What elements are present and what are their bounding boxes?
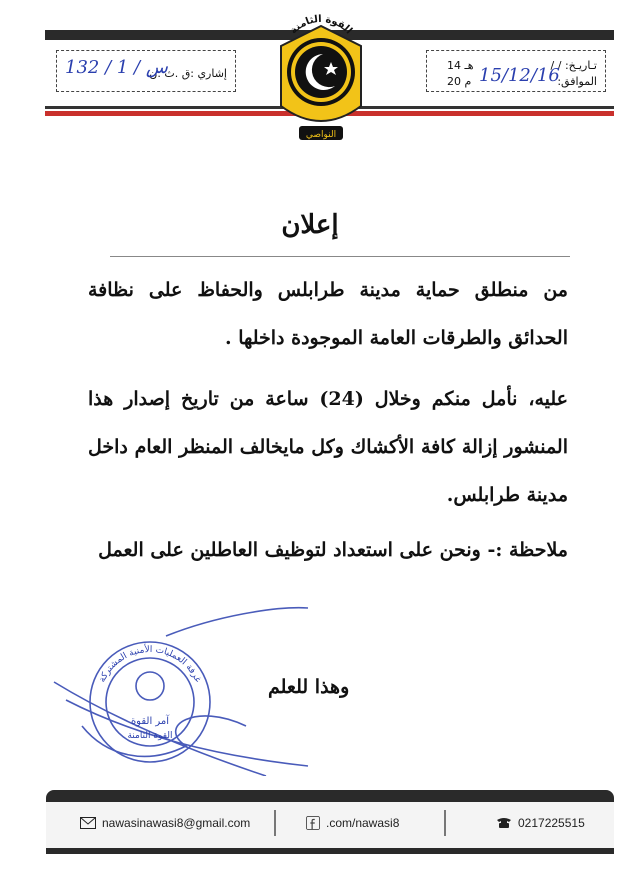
footer-phone — [496, 816, 585, 830]
stamp-ring-text: غرفة العمليات الأمنية المشتركة — [97, 644, 203, 684]
footer-email-text: nawasinawasi8@gmail.com — [102, 816, 251, 830]
official-stamp — [46, 606, 318, 776]
footer-separator — [274, 810, 276, 836]
eighth-force-logo — [271, 6, 371, 146]
document-title: إعلان — [281, 210, 339, 240]
reference-handwritten: 132 / س / 1 — [65, 57, 168, 78]
stamp-inner-text-2: القوة الثامنة — [127, 731, 173, 741]
footer-contact-bar — [46, 802, 614, 854]
footer-facebook-text: .com/nawasi8 — [326, 816, 400, 830]
footer-facebook — [306, 816, 399, 830]
footer-phone-text: 0217225515 — [518, 816, 585, 830]
title-underline — [110, 256, 570, 257]
facebook-icon — [306, 816, 320, 830]
date-equivalent-label: الموافق: — [557, 75, 597, 88]
paragraph-3: ملاحظة :- ونحن على استعداد لتوظيف العاطلين على العمل — [98, 539, 568, 561]
envelope-icon — [80, 817, 96, 829]
footer-top-bar — [46, 790, 614, 802]
paragraph-2: عليه، نأمل منكم وخلال (24) ساعة من تاريخ إصدار هذا المنشور إزالة كافة الأكشاك وكل مايخالف المنظر العام داخل مدينة طرابلس. — [88, 388, 568, 506]
date-label: تـاريـخ: / / — [550, 59, 597, 72]
date-hijri-suffix: 14 هـ — [447, 59, 474, 72]
telephone-icon — [496, 817, 512, 829]
logo-text-top: القوة الثامنة — [288, 13, 354, 37]
date-handwritten: 15/12/16 — [479, 65, 560, 86]
reference-box — [56, 50, 236, 92]
date-box — [426, 50, 606, 92]
date-greg-suffix: 20 م — [447, 75, 472, 88]
footer-email — [80, 816, 250, 830]
paragraph-1: من منطلق حماية مدينة طرابلس والحفاظ على نظافة الحدائق والطرقات العامة الموجودة داخلها . — [88, 279, 568, 349]
closing-line: وهذا للعلم — [268, 676, 350, 698]
stamp-inner-text-1: آمر القوة — [130, 716, 170, 727]
reference-label: إشاري :ق .ث .ن — [149, 67, 227, 80]
footer-separator — [444, 810, 446, 836]
logo-text-bottom: النواصي — [305, 130, 337, 140]
